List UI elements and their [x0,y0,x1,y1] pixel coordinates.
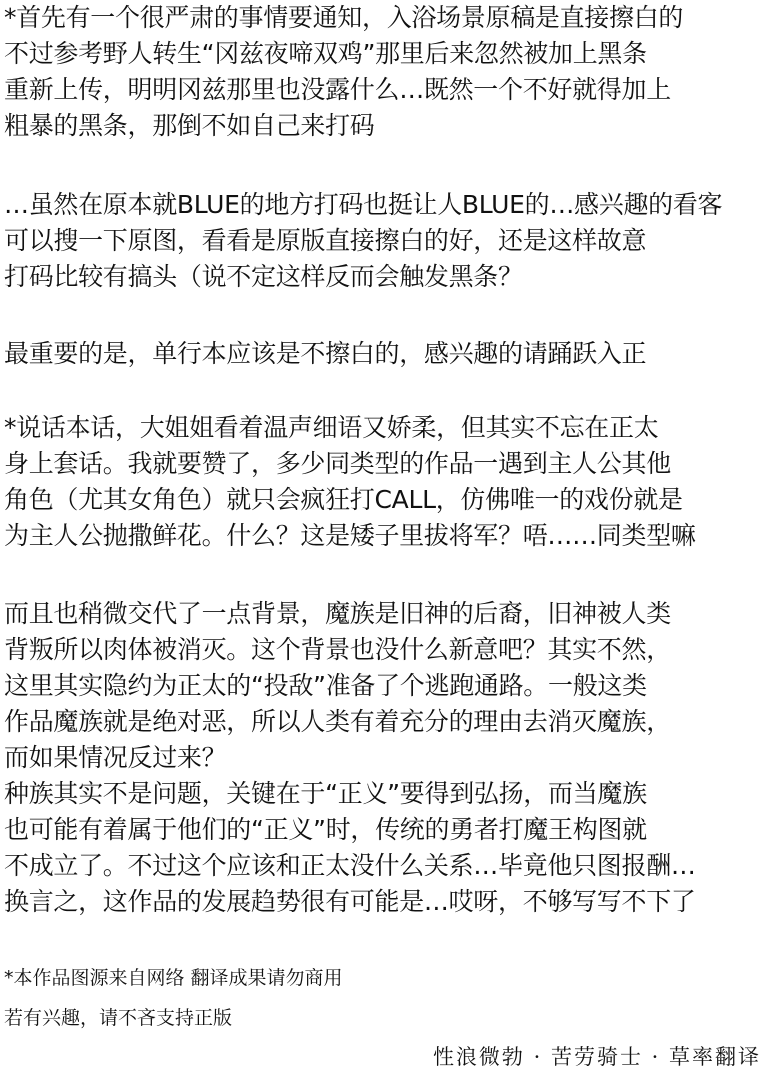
text-line: …虽然在原本就BLUE的地方打码也挺让人BLUE的…感兴趣的看客 [4,190,723,219]
text-line: 粗暴的黑条，那倒不如自己来打码 [4,111,375,140]
text-line: 可以搜一下原图，看看是原版直接擦白的好，还是这样故意 [4,226,647,255]
text-line: 种族其实不是问题，关键在于“正义”要得到弘扬，而当魔族 [4,779,647,808]
text-line: *首先有一个很严肃的事情要通知，入浴场景原稿是直接擦白的 [4,3,684,32]
text-line: *说话本话，大姐姐看着温声细语又娇柔，但其实不忘在正太 [4,413,659,442]
text-line: 换言之，这作品的发展趋势很有可能是…哎呀，不够写写不下了 [4,887,696,916]
text-line: 不成立了。不过这个应该和正太没什么关系…毕竟他只图报酬… [4,851,696,880]
paragraph-support-official [0,336,646,372]
text-line: 身上套话。我就要赞了，多少同类型的作品一遇到主人公其他 [4,449,671,478]
text-line: 角色（尤其女角色）就只会疯狂打CALL，仿佛唯一的戏份就是 [4,485,683,514]
text-line: 也可能有着属于他们的“正义”时，传统的勇者打魔王构图就 [4,815,647,844]
support-note: 若有兴趣，请不吝支持正版 [4,1007,233,1029]
text-line: 而且也稍微交代了一点背景，魔族是旧神的后裔，旧神被人类 [4,599,671,628]
translator-signature: 性浪微勃 · 苦劳骑士 · 草率翻译 [432,1045,761,1069]
text-line: 这里其实隐约为正太的“投敌”准备了个逃跑通路。一般这类 [4,671,647,700]
paragraph-blue-joke [0,187,722,295]
text-line: 背叛所以肉体被消灭。这个背景也没什么新意吧？其实不然， [4,635,671,664]
paragraph-background-analysis [0,596,696,920]
paragraph-censorship-notice [0,0,683,144]
text-line: 最重要的是，单行本应该是不擦白的，感兴趣的请踊跃入正 [4,339,647,368]
text-line: 重新上传，明明冈兹那里也没露什么…既然一个不好就得加上 [4,75,671,104]
copyright-note: *本作品图源来自网络 翻译成果请勿商用 [4,967,343,989]
text-line: 作品魔族就是绝对恶，所以人类有着充分的理由去消灭魔族， [4,707,671,736]
text-line: 而如果情况反过来？ [4,743,227,772]
text-line: 为主人公抛撒鲜花。什么？这是矮子里拔将军？唔……同类型嘛 [4,521,696,550]
paragraph-story-comment [0,410,696,554]
footer-notes [0,958,343,1038]
text-line: 不过参考野人转生“冈兹夜啼双鸡”那里后来忽然被加上黑条 [4,39,647,68]
text-line: 打码比较有搞头（说不定这样反而会触发黑条？ [4,262,523,291]
